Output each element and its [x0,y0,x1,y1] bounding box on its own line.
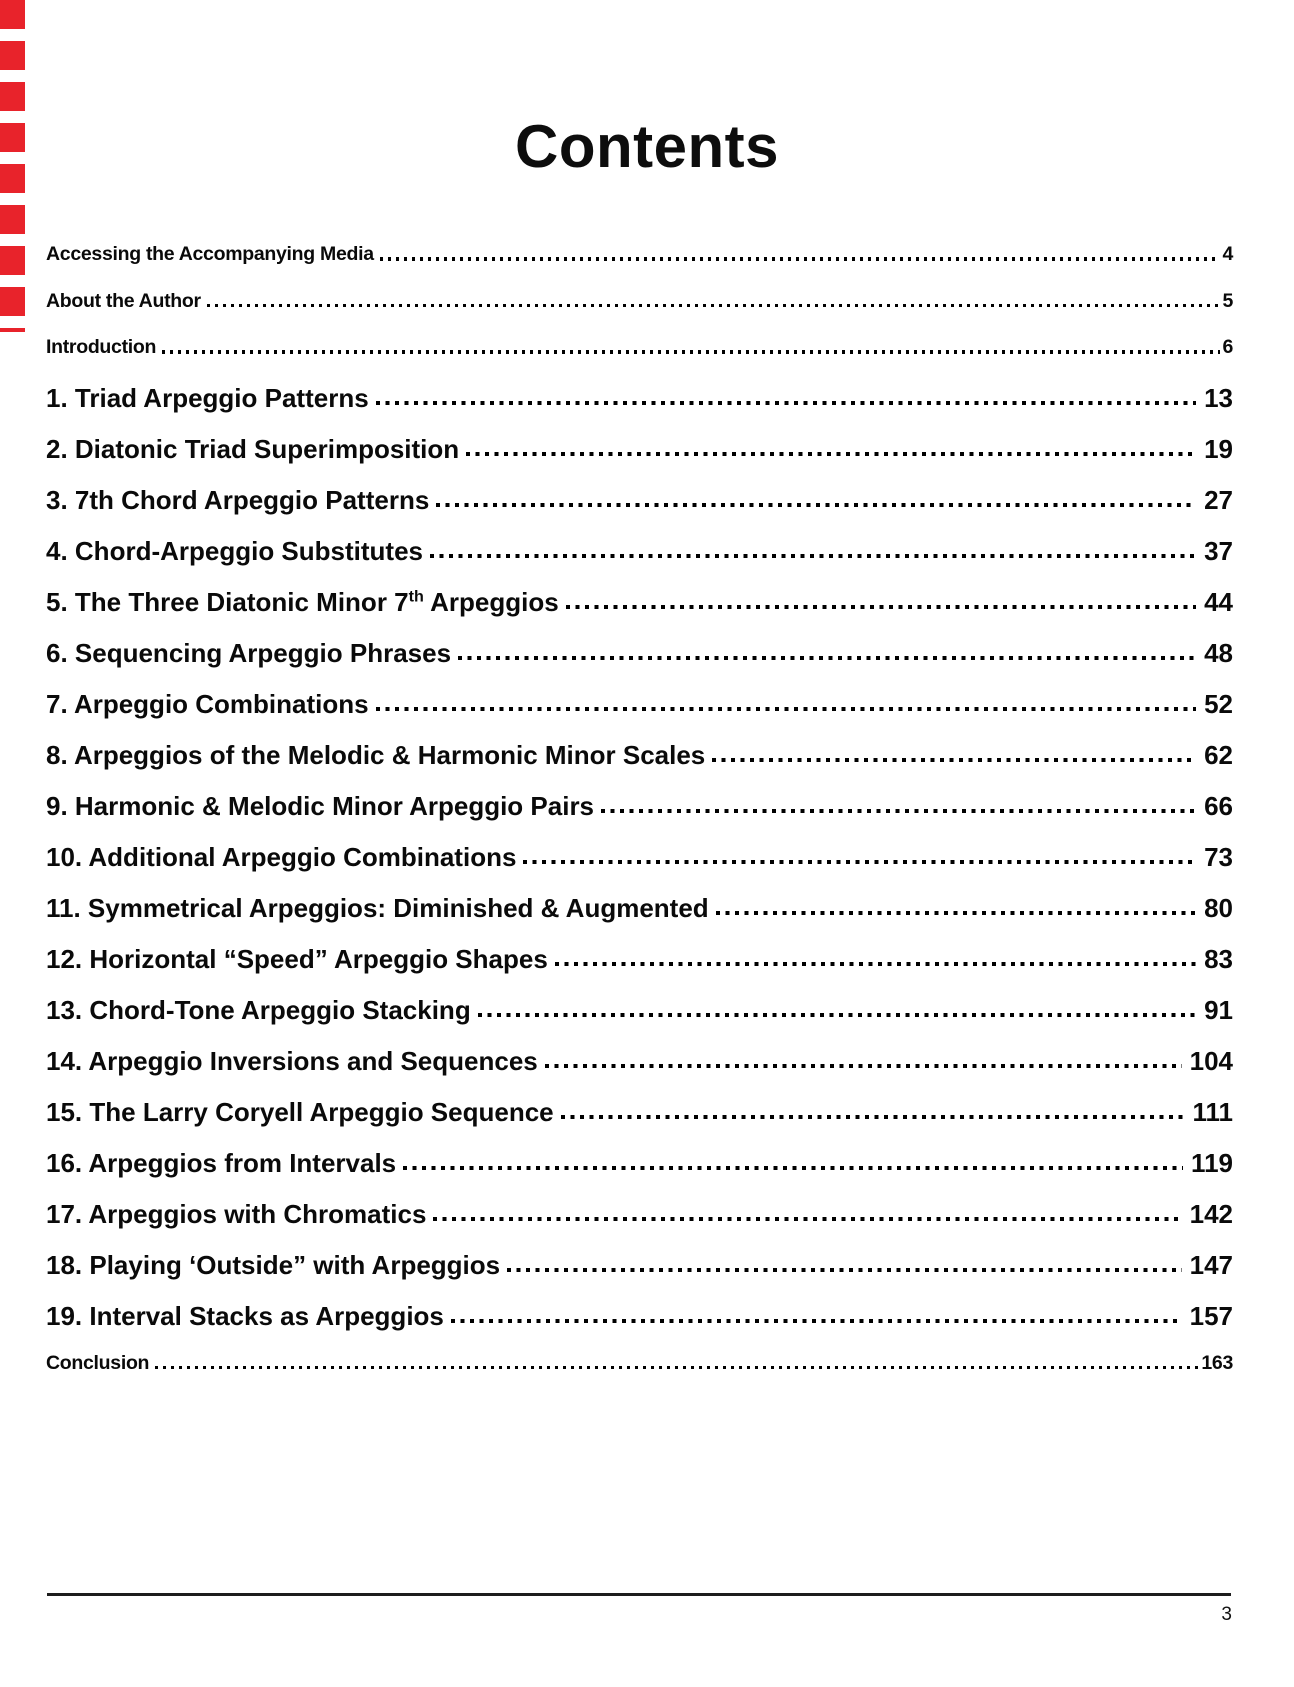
toc-entry-page: 91 [1204,994,1233,1025]
toc-entry-title: 12. Horizontal “Speed” Arpeggio Shapes [46,943,548,974]
dot-leader [436,503,1196,507]
dot-leader [561,1115,1185,1119]
toc-entry [46,586,1233,617]
toc-entry-title: Accessing the Accompanying Media [46,243,374,265]
toc-entry [46,790,1233,821]
toc-entry-page: 37 [1204,535,1233,566]
toc-entry [46,433,1233,464]
toc-entry [46,535,1233,566]
dot-leader [566,605,1196,609]
toc-entry [46,1147,1233,1178]
toc-entry-page: 80 [1204,892,1233,923]
toc-entry-title: Conclusion [46,1351,150,1374]
toc-entry-title: 4. Chord-Arpeggio Substitutes [46,535,423,566]
toc-entry-title: 13. Chord-Tone Arpeggio Stacking [46,994,471,1025]
toc-entry-page: 157 [1189,1300,1233,1331]
dot-leader [376,401,1196,405]
toc-entry [46,1351,1233,1374]
toc-entry-title: 18. Playing ‘Outside” with Arpeggios [46,1249,501,1280]
dot-leader [466,452,1196,456]
toc-entry [46,245,1233,265]
toc-entry-title: 17. Arpeggios with Chromatics [46,1198,427,1229]
toc-entry-title: 9. Harmonic & Melodic Minor Arpeggio Pairs [46,790,595,821]
toc-entry-title: 1. Triad Arpeggio Patterns [46,382,369,413]
toc-entry-page: 66 [1204,790,1233,821]
dot-leader [433,1217,1181,1221]
toc-entry [46,338,1233,358]
toc-entry-page: 48 [1204,637,1233,668]
toc-entry [46,1096,1233,1127]
toc-entry-title: 10. Additional Arpeggio Combinations [46,841,517,872]
toc-entry-title: 19. Interval Stacks as Arpeggios [46,1300,444,1331]
red-edge-marker [0,0,25,332]
dot-leader [555,962,1196,966]
toc-entry [46,1198,1233,1229]
dot-leader [507,1268,1181,1272]
toc-entry [46,382,1233,413]
toc-entry-page: 73 [1204,841,1233,872]
toc-entry [46,739,1233,770]
toc-entry [46,484,1233,515]
toc-entry [46,1249,1233,1280]
toc-entry-title: 14. Arpeggio Inversions and Sequences [46,1045,538,1076]
dot-leader [478,1013,1196,1017]
toc-entry-page: 4 [1222,243,1233,265]
toc-entry [46,637,1233,668]
dot-leader [380,257,1221,260]
toc-entry [46,892,1233,923]
dot-leader [403,1166,1183,1170]
toc-list [46,245,1233,1373]
dot-leader [712,758,1196,762]
toc-entry-page: 13 [1204,382,1233,413]
dot-leader [451,1319,1182,1323]
toc-entry-page: 119 [1191,1147,1233,1178]
toc-entry-page: 83 [1204,943,1233,974]
toc-entry-page: 6 [1222,336,1233,358]
toc-entry-page: 19 [1204,433,1233,464]
page-title: Contents [515,113,779,180]
toc-entry [46,1045,1233,1076]
toc-entry-page: 111 [1192,1096,1233,1127]
toc-entry-title: 8. Arpeggios of the Melodic & Harmonic Minor Scales [46,739,706,770]
toc-entry-title: 11. Symmetrical Arpeggios: Diminished & Augmented [46,892,709,923]
dot-leader [155,1366,1199,1369]
toc-entry-title: 16. Arpeggios from Intervals [46,1147,397,1178]
toc-entry-title: Introduction [46,336,157,358]
toc-entry [46,943,1233,974]
toc-entry-page: 52 [1204,688,1233,719]
toc-entry-title: 6. Sequencing Arpeggio Phrases [46,637,452,668]
dot-leader [430,554,1196,558]
toc-entry [46,688,1233,719]
toc-entry [46,841,1233,872]
toc-entry-title: 15. The Larry Coryell Arpeggio Sequence [46,1096,554,1127]
dot-leader [601,809,1196,813]
toc-entry-title: 5. The Three Diatonic Minor 7th Arpeggios [46,586,559,617]
toc-entry-page: 147 [1189,1249,1233,1280]
dot-leader [376,707,1196,711]
page-number: 3 [1221,1604,1232,1625]
toc-entry-title: About the Author [46,289,201,312]
dot-leader [716,911,1196,915]
toc-entry-page: 62 [1204,739,1233,770]
toc-entry [46,289,1233,312]
dot-leader [545,1064,1182,1068]
toc-entry-page: 27 [1204,484,1233,515]
dot-leader [162,350,1220,353]
toc-entry-title: 7. Arpeggio Combinations [46,688,369,719]
toc-entry [46,994,1233,1025]
toc-entry-page: 163 [1201,1351,1233,1374]
toc-entry [46,1300,1233,1331]
footer-rule [47,1593,1231,1596]
toc-entry-title: 2. Diatonic Triad Superimposition [46,433,460,464]
dot-leader [207,304,1221,307]
toc-entry-page: 104 [1189,1045,1233,1076]
toc-entry-title: 3. 7th Chord Arpeggio Patterns [46,484,430,515]
toc-entry-page: 44 [1204,586,1233,617]
dot-leader [458,656,1196,660]
toc-entry-page: 142 [1189,1198,1233,1229]
toc-entry-page: 5 [1222,289,1233,312]
dot-leader [523,860,1196,864]
